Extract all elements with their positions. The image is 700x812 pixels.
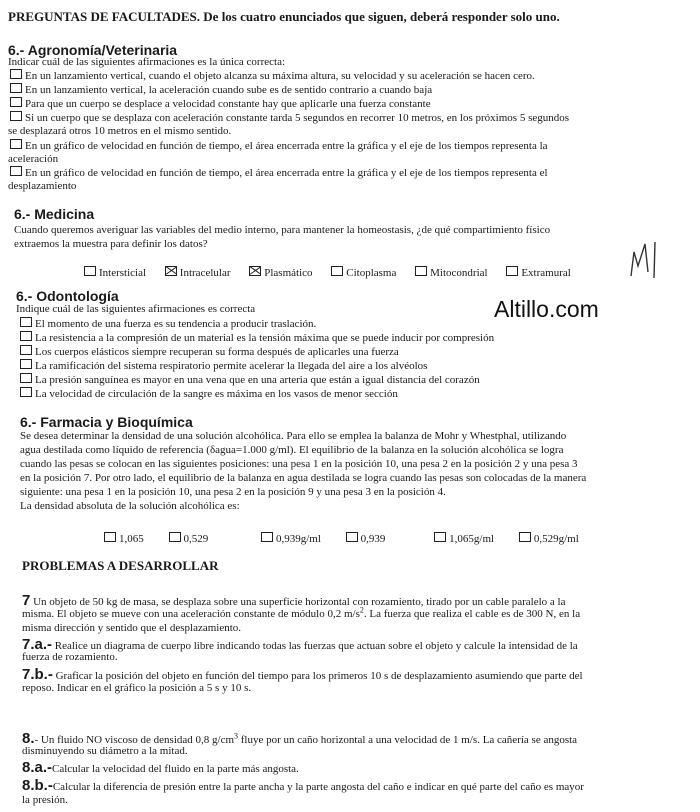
checkbox[interactable] xyxy=(10,69,22,79)
checkbox[interactable] xyxy=(331,266,343,276)
q6c-option: La resistencia a la compresión de un material es la tensión máxima que se puede inducir por compresión xyxy=(20,331,494,344)
q6b-option: Intersticial xyxy=(84,266,146,279)
q6a-option: Para que un cuerpo se desplace a velocidad constante hay que aplicarle una fuerza constante xyxy=(10,97,431,110)
p8-number: 8. xyxy=(22,730,35,747)
q6c-prompt: Indique cuál de las siguientes afirmaciones es correcta xyxy=(16,303,256,315)
q6d-option: 0,529 xyxy=(169,532,209,545)
q6c-option: El momento de una fuerza es su tendencia a producir traslación. xyxy=(20,317,316,330)
q6b-option: Extramural xyxy=(506,266,570,279)
p7-line: 7 Un objeto de 50 kg de masa, se desplaza sobre una superficie horizontal con rozamiento, tirado por un cable paralelo a la xyxy=(22,592,566,609)
checkbox-checked[interactable] xyxy=(165,266,177,276)
q6d-option: 0,529g/ml xyxy=(519,532,579,545)
q6a-option: Si un cuerpo que se desplaza con aceleración constante tarda 5 segundos en recorrer 10 metros, en los próximos 5 segundos xyxy=(10,111,569,124)
q6b-prompt: extraemos la muestra para definir los datos? xyxy=(14,238,208,250)
handwritten-mark-icon xyxy=(628,238,662,280)
checkbox[interactable] xyxy=(415,266,427,276)
checkbox[interactable] xyxy=(434,532,446,542)
p7-line: misma dirección y sentido que el desplazamiento. xyxy=(22,622,242,634)
q6d-text: Se desea determinar la densidad de una solución alcohólica. Para ello se emplea la balanza de Mohr y Whestphal, utilizando xyxy=(20,430,567,442)
checkbox[interactable] xyxy=(10,139,22,149)
p7-line: misma. El objeto se mueve con una aceleración constante de módulo 0,2 $m/s^2$. La fuerza que realiza el cable es de 300 N, en la xyxy=(22,605,581,620)
checkbox[interactable] xyxy=(346,532,358,542)
checkbox[interactable] xyxy=(20,359,32,369)
header-title: PREGUNTAS DE FACULTADES. xyxy=(8,9,201,24)
q6a-option-continued: desplazamiento xyxy=(8,180,77,192)
q6d-title: 6.- Farmacia y Bioquímica xyxy=(20,414,193,430)
p8b-line: 8.b.-Calcular la diferencia de presión entre la parte ancha y la parte angosta del caño e indicar en qué parte del caño es mayor xyxy=(22,777,584,794)
checkbox[interactable] xyxy=(84,266,96,276)
q6d-text: La densidad absoluta de la solución alcohólica es: xyxy=(20,500,240,512)
p8b-number: 8.b.- xyxy=(22,777,53,794)
q6d-option: 1,065 xyxy=(104,532,144,545)
watermark: Altillo.com xyxy=(494,296,599,322)
checkbox[interactable] xyxy=(20,317,32,327)
checkbox[interactable] xyxy=(20,331,32,341)
checkbox[interactable] xyxy=(10,83,22,93)
p7a-line: 7.a.- Realice un diagrama de cuerpo libre indicando todas las fuerzas que actuan sobre el objeto y calcule la intensidad de la xyxy=(22,636,578,653)
p8a-number: 8.a.- xyxy=(22,759,53,776)
q6d-text: agua destilada como líquido de referencia (δagua=1.000 g/ml). El equilibrio de la balanza en la solución alcohólica se logra xyxy=(20,444,564,456)
checkbox[interactable] xyxy=(10,97,22,107)
q6a-option: En un lanzamiento vertical, cuando el objeto alcanza su máxima altura, su velocidad y su aceleración se hacen cero. xyxy=(10,69,535,82)
p8b-line: la presión. xyxy=(22,794,68,806)
q6a-option: En un gráfico de velocidad en función de tiempo, el área encerrada entre la gráfica y el eje de los tiempos representa la xyxy=(10,139,548,152)
checkbox[interactable] xyxy=(20,373,32,383)
q6d-options xyxy=(104,532,579,545)
q6d-option: 1,065g/ml xyxy=(434,532,494,545)
p7-number: 7 xyxy=(22,592,31,609)
checkbox[interactable] xyxy=(169,532,181,542)
q6d-text: en la posición 7. Por otro lado, el equilibrio de la balanza en agua destilada se logra cuando las pesas son colocadas de la manera xyxy=(20,472,587,484)
q6b-title: 6.- Medicina xyxy=(14,206,95,222)
q6c-option: Los cuerpos elásticos siempre recuperan su forma después de aplicarles una fuerza xyxy=(20,345,399,358)
q6b-prompt: Cuando queremos averiguar las variables del medio interno, para mantener la homeostasis, ¿de qué compartimiento físico xyxy=(14,224,551,236)
header xyxy=(8,9,560,25)
q6a-prompt: Indicar cuál de las siguientes afirmaciones es la única correcta: xyxy=(8,56,286,68)
q6c-option: La velocidad de circulación de la sangre es máxima en los vasos de menor sección xyxy=(20,387,398,400)
checkbox[interactable] xyxy=(10,111,22,121)
q6d-option: 0,939g/ml xyxy=(261,532,321,545)
p7b-line: reposo. Indicar en el gráfico la posición a 5 s y 10 s. xyxy=(22,682,252,694)
checkbox[interactable] xyxy=(104,532,116,542)
q6a-option-continued: aceleración xyxy=(8,153,59,165)
q6d-option: 0,939 xyxy=(346,532,386,545)
p7a-line: fuerza de rozamiento. xyxy=(22,651,118,663)
q6c-option: La presión sanguínea es mayor en una vena que en una arteria que están a igual distancia del corazón xyxy=(20,373,480,386)
header-instruction: De los cuatro enunciados que siguen, deberá responder solo uno. xyxy=(203,9,560,24)
q6d-text: cuando las pesas se colocan en las siguientes posiciones: una pesa 1 en la posición 10, una pesa 2 en la posición 2 y una pesa 3 xyxy=(20,458,578,470)
q6b-option: Plasmático xyxy=(249,266,312,279)
p7b-line: 7.b.- Graficar la posición del objeto en función del tiempo para los primeros 10 s de desplazamiento asumiendo que parte del xyxy=(22,666,583,683)
checkbox[interactable] xyxy=(261,532,273,542)
q6b-options xyxy=(84,266,587,279)
problems-title: PROBLEMAS A DESARROLLAR xyxy=(22,558,219,573)
q6b-option: Mitocondrial xyxy=(415,266,487,279)
checkbox[interactable] xyxy=(20,345,32,355)
p7b-number: 7.b.- xyxy=(22,666,53,683)
q6c-option: La ramificación del sistema respiratorio permite acelerar la llegada del aire a los alvéolos xyxy=(20,359,427,372)
checkbox[interactable] xyxy=(506,266,518,276)
checkbox[interactable] xyxy=(10,166,22,176)
q6b-option: Intracelular xyxy=(165,266,231,279)
p8a-line: 8.a.-Calcular la velocidad del fluido en la parte más angosta. xyxy=(22,759,299,776)
q6d-text: siguiente: una pesa 1 en la posición 10, una pesa 2 en la posición 9 y una pesa 3 en la posición 4. xyxy=(20,486,446,498)
checkbox[interactable] xyxy=(20,387,32,397)
q6a-option-continued: se desplazará otros 10 metros en el mismo sentido. xyxy=(8,125,232,137)
p7a-number: 7.a.- xyxy=(22,636,53,653)
q6a-title: 6.- Agronomía/Veterinaria xyxy=(8,42,178,58)
checkbox[interactable] xyxy=(519,532,531,542)
p8-line: 8.- Un fluido NO viscoso de densidad 0,8 $g/cm^3$ fluye por un caño horizontal a una velocidad de 1 m/s. La cañería se angosta xyxy=(22,730,578,747)
q6c-title: 6.- Odontología xyxy=(16,288,119,304)
p8-line: disminuyendo su diámetro a la mitad. xyxy=(22,745,188,757)
q6b-option: Citoplasma xyxy=(331,266,396,279)
q6a-option: En un lanzamiento vertical, la aceleración cuando sube es de sentido contrario a cuando baja xyxy=(10,83,432,96)
q6a-option: En un gráfico de velocidad en función de tiempo, el área encerrada entre la gráfica y el eje de los tiempos representa el xyxy=(10,166,548,179)
checkbox-checked[interactable] xyxy=(249,266,261,276)
